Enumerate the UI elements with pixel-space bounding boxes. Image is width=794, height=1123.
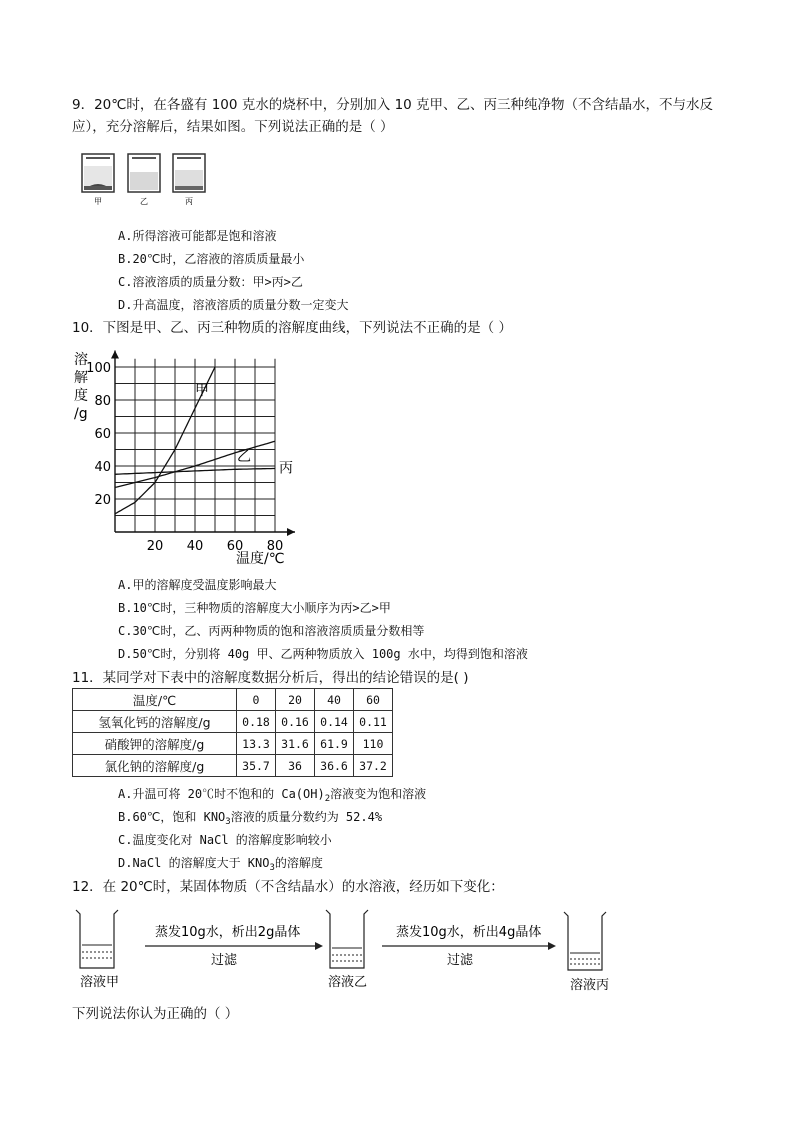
- table-header-label: 温度/℃: [73, 689, 237, 711]
- table-header-temp: 0: [237, 689, 276, 711]
- q9-stem-line1: 9．20℃时，在各盛有 100 克水的烧杯中，分别加入 10 克甲、乙、丙三种纯净物（不含结晶水，不与水反: [72, 97, 714, 113]
- x-tick-label: 60: [226, 539, 244, 554]
- y-axis-label-char2: 解: [74, 370, 88, 386]
- y-tick-label: 60: [94, 427, 111, 442]
- solubility-chart: [70, 342, 310, 572]
- label-solution-a: 溶液甲: [80, 975, 120, 990]
- table-cell: 0.14: [315, 711, 354, 733]
- table-header-temp: 20: [276, 689, 315, 711]
- table-row-name: 氢氧化钙的溶解度/g: [73, 711, 237, 733]
- x-axis-label: 温度/℃: [236, 551, 285, 567]
- table-cell: 35.7: [237, 755, 276, 777]
- q10-option-b: B.10℃时，三种物质的溶解度大小顺序为丙>乙>甲: [118, 601, 391, 615]
- q11-option-d-main: D.NaCl 的溶解度大于 KNO: [118, 856, 270, 870]
- table-header-row: [73, 689, 393, 711]
- q11-option-b: [118, 809, 382, 830]
- step2-condition: 蒸发10g水，析出4g晶体: [396, 925, 542, 940]
- beaker-label-bing: 丙: [185, 197, 193, 206]
- q11-option-d: [118, 855, 323, 876]
- arrow-step2: [382, 942, 556, 950]
- beaker-jia: [82, 154, 114, 192]
- table-cell: 37.2: [354, 755, 393, 777]
- x-tick-label: 80: [266, 539, 284, 554]
- x-tick-label: 20: [146, 539, 164, 554]
- q11-option-d-tail: 的溶解度: [274, 856, 323, 870]
- table-cell: 110: [354, 733, 393, 755]
- beaker-label-jia: 甲: [94, 197, 102, 206]
- table-header-temp: 40: [315, 689, 354, 711]
- y-axis-label-char4: /g: [74, 406, 88, 422]
- x-tick-label: 40: [186, 539, 204, 554]
- y-tick-label: 100: [86, 361, 111, 376]
- q9-option-c: C.溶液溶质的质量分数：甲>丙>乙: [118, 275, 303, 289]
- table-cell: 0.16: [276, 711, 315, 733]
- q12-stem: 12．在 20℃时，某固体物质（不含结晶水）的水溶液，经历如下变化：: [72, 879, 504, 895]
- beaker-label-yi: 乙: [140, 197, 148, 206]
- y-tick-label: 80: [94, 394, 111, 409]
- table-cell: 31.6: [276, 733, 315, 755]
- q11-option-c: C.温度变化对 NaCl 的溶解度影响较小: [118, 833, 332, 847]
- y-tick-label: 20: [94, 493, 111, 508]
- series-label: 乙: [237, 449, 251, 466]
- label-solution-c: 溶液丙: [570, 978, 610, 993]
- chart-curves: [115, 367, 293, 514]
- y-axis-arrow: [111, 351, 119, 359]
- q11-stem: 11．某同学对下表中的溶解度数据分析后，得出的结论错误的是( ): [72, 670, 469, 686]
- beaker-solution-a: [76, 910, 118, 968]
- step1-filter: 过滤: [211, 953, 238, 968]
- q11-option-b-main: B.60℃，饱和 KNO: [118, 810, 226, 824]
- chart-ticks: [86, 361, 283, 554]
- q10-option-a: A.甲的溶解度受温度影响最大: [118, 578, 277, 592]
- q9-option-d: D.升高温度，溶液溶质的质量分数一定变大: [118, 298, 349, 312]
- q11-option-a-main: A.升温可将 20℃时不饱和的 Ca(OH): [118, 787, 325, 801]
- q9-beakers-figure: [78, 150, 228, 210]
- step1-condition: 蒸发10g水，析出2g晶体: [155, 925, 301, 940]
- series-label: 甲: [195, 383, 209, 400]
- beaker-bing: [173, 154, 205, 192]
- subscript: 3: [225, 817, 231, 827]
- table-cell: 36: [276, 755, 315, 777]
- q11-option-a-tail: 溶液变为饱和溶液: [330, 787, 427, 801]
- q12-process-diagram: [70, 900, 630, 1000]
- q9-option-a: A.所得溶液可能都是饱和溶液: [118, 229, 277, 243]
- solubility-table: [72, 688, 393, 777]
- table-cell: 0.11: [354, 711, 393, 733]
- y-axis-label-char1: 溶: [74, 352, 88, 368]
- q12-question: 下列说法你认为正确的（ ）: [72, 1006, 239, 1022]
- table-cell: 36.6: [315, 755, 354, 777]
- label-solution-b: 溶液乙: [328, 975, 368, 990]
- step2-filter: 过滤: [447, 953, 474, 968]
- beaker-yi: [128, 154, 160, 192]
- beaker-solution-b: [326, 910, 368, 968]
- beaker-solution-c: [564, 912, 606, 970]
- subscript: 3: [269, 863, 275, 873]
- table-row: [73, 733, 393, 755]
- table-cell: 13.3: [237, 733, 276, 755]
- arrow-step1: [145, 942, 323, 950]
- q11-option-b-tail: 溶液的质量分数约为 52.4%: [230, 810, 383, 824]
- y-axis-label-char3: 度: [74, 388, 88, 404]
- y-tick-label: 40: [94, 460, 111, 475]
- table-row-name: 硝酸钾的溶解度/g: [73, 733, 237, 755]
- table-row-name: 氯化钠的溶解度/g: [73, 755, 237, 777]
- q9-option-b: B.20℃时，乙溶液的溶质质量最小: [118, 252, 305, 266]
- q10-option-c: C.30℃时，乙、丙两种物质的饱和溶液溶质质量分数相等: [118, 624, 425, 638]
- table-cell: 61.9: [315, 733, 354, 755]
- table-row: [73, 755, 393, 777]
- table-cell: 0.18: [237, 711, 276, 733]
- q10-option-d: D.50℃时，分别将 40g 甲、乙两种物质放入 100g 水中，均得到饱和溶液: [118, 647, 528, 661]
- table-header-temp: 60: [354, 689, 393, 711]
- x-axis-arrow: [287, 528, 295, 536]
- q9-stem-line2: 应），充分溶解后，结果如图。下列说法正确的是（ ）: [72, 119, 394, 135]
- table-row: [73, 711, 393, 733]
- series-label: 丙: [279, 460, 293, 477]
- q10-stem: 10．下图是甲、乙、丙三种物质的溶解度曲线，下列说法不正确的是（ ）: [72, 320, 512, 336]
- subscript: 2: [324, 794, 331, 804]
- q11-option-a: [118, 786, 426, 807]
